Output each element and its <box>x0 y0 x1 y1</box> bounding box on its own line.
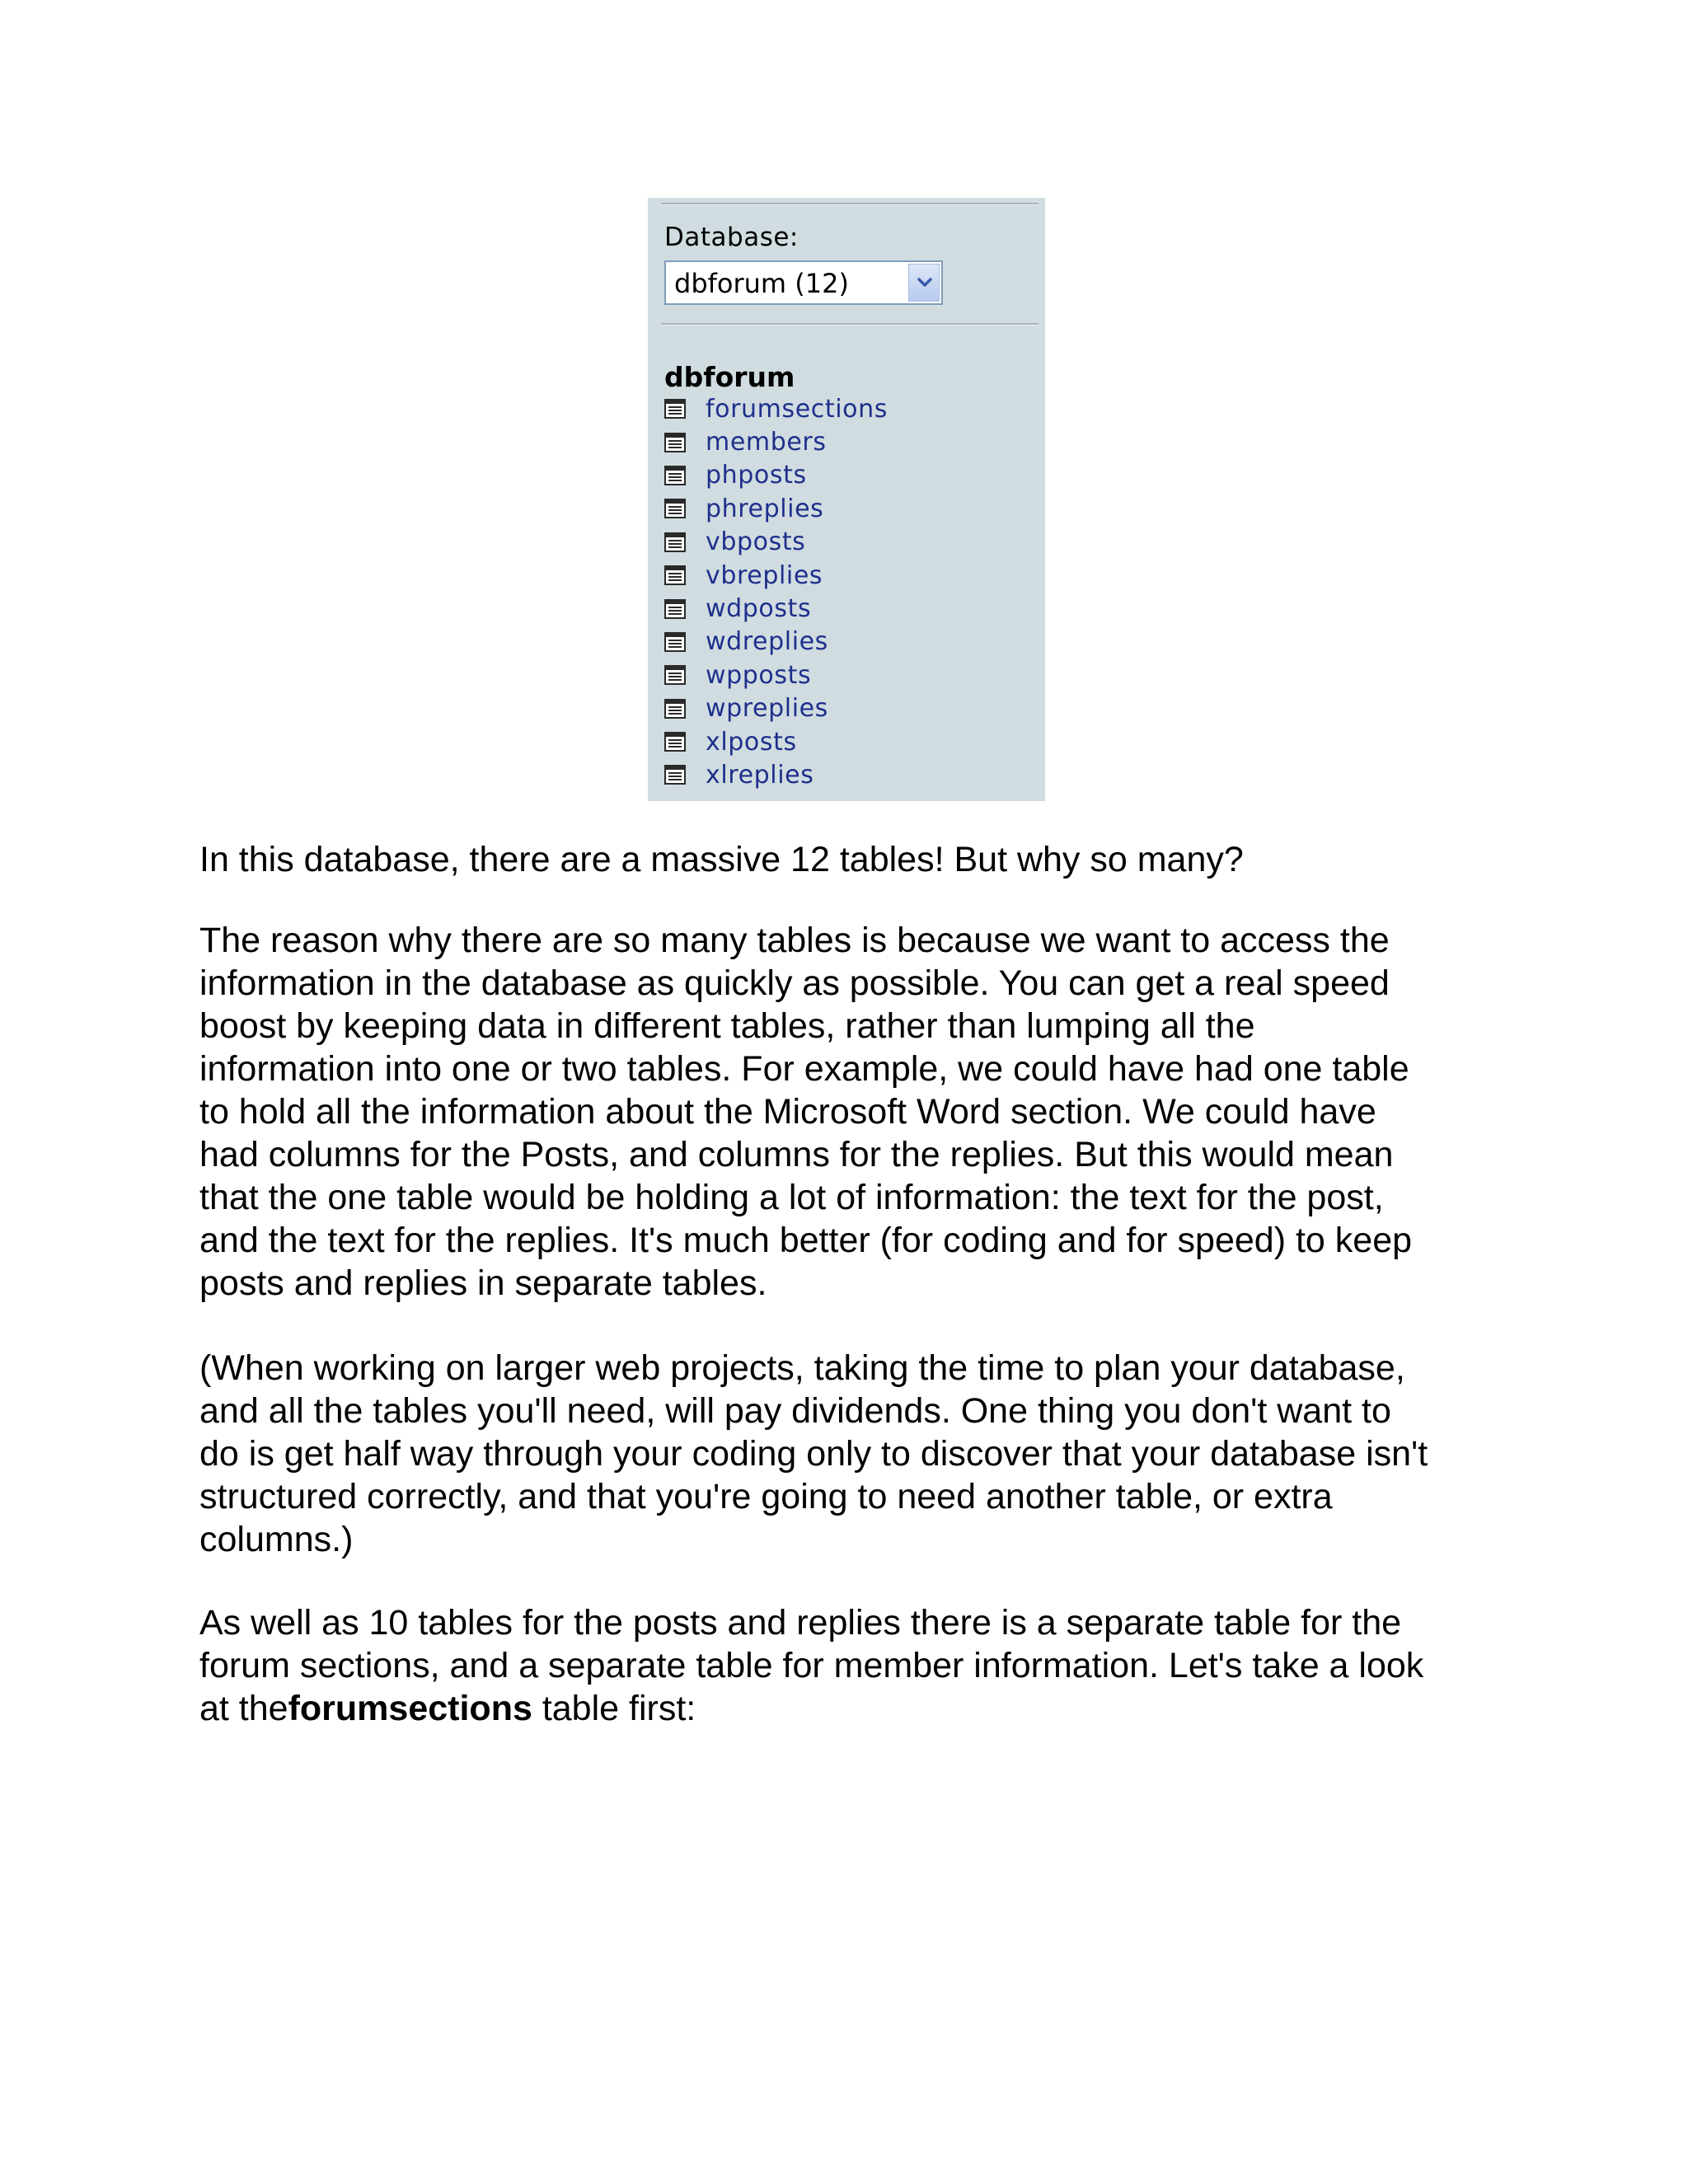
text-line: structured correctly, and that you're going to need another table, or extra <box>199 1477 1333 1516</box>
table-link[interactable]: wpreplies <box>706 694 828 724</box>
text-line: The reason why there are so many tables is because we want to access the <box>199 921 1390 960</box>
chevron-down-icon <box>917 275 933 290</box>
table-link[interactable]: vbposts <box>706 527 806 557</box>
dropdown-button[interactable] <box>908 264 940 302</box>
table-icon <box>664 466 686 485</box>
table-item-members[interactable] <box>664 425 888 458</box>
table-item-wpposts[interactable] <box>664 658 888 691</box>
table-icon <box>664 765 686 785</box>
text-line: and the text for the replies. It's much better (for coding and for speed) to keep <box>199 1221 1413 1260</box>
table-item-vbposts[interactable] <box>664 526 888 559</box>
text-line: information in the database as quickly as possible. You can get a real speed <box>199 963 1390 1003</box>
table-icon <box>664 632 686 652</box>
table-item-vbreplies[interactable] <box>664 559 888 592</box>
text-line-prefix: at the <box>199 1689 288 1728</box>
intro-paragraph: In this database, there are a massive 12 tables! But why so many? <box>199 840 1244 879</box>
table-icon <box>664 499 686 518</box>
database-name-heading: dbforum <box>664 361 795 393</box>
database-select[interactable] <box>664 260 943 305</box>
text-line: columns.) <box>199 1520 354 1559</box>
table-link[interactable]: xlposts <box>706 727 797 757</box>
table-link[interactable]: wpposts <box>706 660 812 690</box>
tables-overview-paragraph <box>199 1601 1535 1730</box>
table-item-xlposts[interactable] <box>664 725 888 758</box>
text-line: had columns for the Posts, and columns for the replies. But this would mean <box>199 1135 1394 1174</box>
database-label: Database: <box>664 223 799 252</box>
table-icon <box>664 399 686 419</box>
text-line: As well as 10 tables for the posts and replies there is a separate table for the <box>199 1603 1402 1643</box>
table-link[interactable]: phreplies <box>706 494 824 523</box>
database-navigation-panel <box>648 198 1045 801</box>
text-line: boost by keeping data in different tables, rather than lumping all the <box>199 1006 1255 1046</box>
table-item-wdreplies[interactable] <box>664 626 888 658</box>
table-link[interactable]: phposts <box>706 461 807 490</box>
table-link[interactable]: xlreplies <box>706 760 814 790</box>
table-link[interactable]: wdposts <box>706 594 812 624</box>
text-line: posts and replies in separate tables. <box>199 1263 767 1303</box>
panel-divider-top <box>661 203 1039 205</box>
text-line: that the one table would be holding a lot of information: the text for the post, <box>199 1178 1384 1217</box>
table-link[interactable]: members <box>706 428 827 457</box>
table-item-wdposts[interactable] <box>664 592 888 625</box>
table-item-xlreplies[interactable] <box>664 758 888 791</box>
text-line-suffix: table first: <box>532 1689 696 1728</box>
table-item-phreplies[interactable] <box>664 492 888 525</box>
table-icon <box>664 599 686 619</box>
database-select-value: dbforum (12) <box>674 268 849 299</box>
planning-note-paragraph <box>199 1347 1535 1561</box>
table-link[interactable]: wdreplies <box>706 627 828 657</box>
table-item-phposts[interactable] <box>664 459 888 492</box>
table-item-wpreplies[interactable] <box>664 692 888 725</box>
table-icon <box>664 532 686 552</box>
text-line: (When working on larger web projects, taking the time to plan your database, <box>199 1348 1405 1388</box>
table-link[interactable]: vbreplies <box>706 560 823 590</box>
table-icon <box>664 699 686 719</box>
reason-paragraph <box>199 919 1535 1305</box>
bold-table-name: forumsections <box>288 1689 532 1728</box>
text-line: do is get half way through your coding only to discover that your database isn't <box>199 1434 1428 1474</box>
text-line: and all the tables you'll need, will pay dividends. One thing you don't want to <box>199 1391 1391 1431</box>
table-icon <box>664 665 686 685</box>
table-link[interactable]: forumsections <box>706 394 888 424</box>
table-icon <box>664 433 686 452</box>
panel-divider-middle <box>661 323 1039 326</box>
table-icon <box>664 565 686 585</box>
text-line: forum sections, and a separate table for member information. Let's take a look <box>199 1646 1424 1685</box>
text-line: to hold all the information about the Microsoft Word section. We could have <box>199 1092 1376 1132</box>
table-list <box>664 392 888 792</box>
text-line: information into one or two tables. For example, we could have had one table <box>199 1049 1409 1089</box>
table-item-forumsections[interactable] <box>664 392 888 425</box>
table-icon <box>664 732 686 752</box>
